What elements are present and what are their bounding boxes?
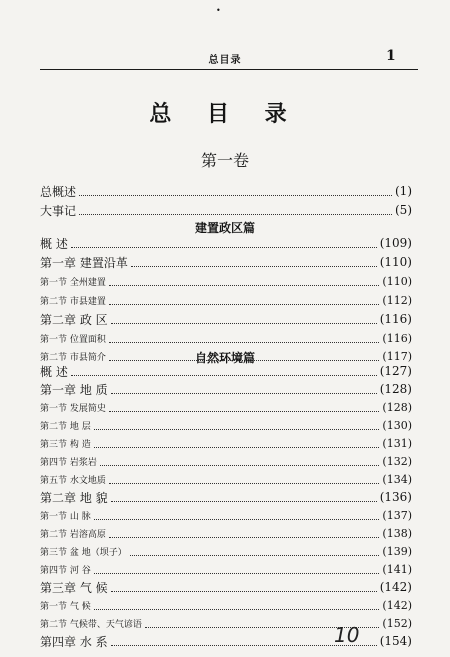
toc-label: 第四节 河 谷 xyxy=(40,565,91,576)
toc-label: 概 述 xyxy=(40,364,68,379)
handwritten-number: 10 xyxy=(334,623,360,647)
leader-dots xyxy=(111,493,377,502)
leader-dots xyxy=(109,403,380,412)
toc-page-ref: (137) xyxy=(382,508,412,522)
page-number: 1 xyxy=(386,48,396,64)
toc-label: 第二章 地 貌 xyxy=(40,490,108,505)
toc-label: 大事记 xyxy=(40,203,77,218)
leader-dots xyxy=(131,258,377,267)
toc-entry xyxy=(40,452,412,470)
toc-entry xyxy=(40,524,412,542)
toc-page-ref: (128) xyxy=(382,400,412,414)
toc-entry xyxy=(40,182,412,200)
toc-label: 第二节 地 层 xyxy=(40,421,91,432)
leader-dots xyxy=(109,277,380,286)
toc-page-ref: (154) xyxy=(379,634,412,648)
toc-label: 第一节 发展简史 xyxy=(40,403,106,414)
toc-page-ref: (109) xyxy=(379,236,412,250)
leader-dots xyxy=(79,187,392,196)
toc-page-ref: (142) xyxy=(382,598,412,612)
scan-mark: • xyxy=(216,6,221,15)
leader-dots xyxy=(71,239,377,248)
leader-dots xyxy=(111,583,377,592)
leader-dots xyxy=(130,547,380,556)
header-rule xyxy=(40,69,418,70)
leader-dots xyxy=(109,334,380,343)
toc-entry xyxy=(40,542,412,560)
toc-label: 第三节 构 造 xyxy=(40,439,91,450)
leader-dots xyxy=(94,421,380,430)
toc-label: 第一节 气 候 xyxy=(40,601,91,612)
toc-entry xyxy=(40,380,412,398)
toc-page-ref: (128) xyxy=(379,382,412,396)
toc-entry xyxy=(40,291,412,309)
leader-dots xyxy=(111,315,377,324)
toc-page-ref: (112) xyxy=(382,293,412,307)
leader-dots xyxy=(100,457,380,466)
toc-label: 第二节 市县简介 xyxy=(40,352,106,363)
running-title: 总目录 xyxy=(208,55,242,66)
toc-page-ref: (136) xyxy=(379,490,412,504)
toc-label: 第二节 岩溶高原 xyxy=(40,529,106,540)
toc-page-ref: (152) xyxy=(382,616,412,630)
toc-page-ref: (116) xyxy=(379,312,412,326)
toc-label: 第一节 位置面积 xyxy=(40,334,106,345)
toc-label: 第四节 岩浆岩 xyxy=(40,457,97,468)
toc-page-ref: (141) xyxy=(382,562,412,576)
toc-page-ref: (142) xyxy=(379,580,412,594)
leader-dots xyxy=(71,367,377,376)
toc-page-ref: (139) xyxy=(382,544,412,558)
toc-entry xyxy=(40,253,412,271)
toc-label: 第二章 政 区 xyxy=(40,312,108,327)
toc-page-ref: (131) xyxy=(382,436,412,450)
toc-page-ref: (117) xyxy=(382,349,412,363)
toc-label: 第五节 水文地质 xyxy=(40,475,106,486)
toc-page-ref: (127) xyxy=(379,364,412,378)
leader-dots xyxy=(94,565,380,574)
toc-page-ref: (134) xyxy=(382,472,412,486)
section-heading-nature: 自然环境篇 xyxy=(194,351,255,365)
toc-page-ref: (1) xyxy=(395,184,412,198)
leader-dots xyxy=(109,475,380,484)
toc-entry xyxy=(40,560,412,578)
toc-label: 总概述 xyxy=(40,184,77,199)
toc-label: 第一章 地 质 xyxy=(40,382,108,397)
toc-label: 第四章 水 系 xyxy=(40,634,108,649)
toc-page-ref: (132) xyxy=(382,454,412,468)
toc-entry xyxy=(40,470,412,488)
leader-dots xyxy=(79,206,392,215)
toc-page-ref: (138) xyxy=(382,526,412,540)
toc-page-ref: (130) xyxy=(382,418,412,432)
toc-entry xyxy=(40,416,412,434)
toc-entry xyxy=(40,362,412,380)
leader-dots xyxy=(111,385,377,394)
toc-entry xyxy=(40,234,412,252)
toc-entry xyxy=(40,506,412,524)
toc-entry xyxy=(40,434,412,452)
toc-entry xyxy=(40,310,412,328)
toc-entry xyxy=(40,578,412,596)
toc-entry xyxy=(40,398,412,416)
toc-entry xyxy=(40,596,412,614)
leader-dots xyxy=(109,296,380,305)
toc-entry xyxy=(40,329,412,347)
toc-label: 概 述 xyxy=(40,236,68,251)
section-heading: 建置政区篇 xyxy=(194,221,255,235)
toc-label: 第三节 盆 地（坝子） xyxy=(40,547,127,558)
toc-label: 第一章 建置沿革 xyxy=(40,255,128,270)
leader-dots xyxy=(109,529,380,538)
toc-page-ref: (5) xyxy=(395,203,412,217)
toc-entry xyxy=(40,201,412,219)
toc-label: 第二节 市县建置 xyxy=(40,296,106,307)
toc-page-ref: (110) xyxy=(382,274,412,288)
toc-label: 第一节 山 脉 xyxy=(40,511,91,522)
toc-page-ref: (110) xyxy=(379,255,412,269)
leader-dots xyxy=(94,439,380,448)
toc-label: 第一节 全州建置 xyxy=(40,277,106,288)
volume-title: 第一卷 xyxy=(200,151,249,170)
main-title: 总 目 录 xyxy=(149,102,301,127)
toc-label: 第二节 气候带、天气谚语 xyxy=(40,619,142,630)
toc-entry xyxy=(40,272,412,290)
toc-entry xyxy=(40,488,412,506)
toc-page-ref: (116) xyxy=(382,331,412,345)
toc-label: 第三章 气 候 xyxy=(40,580,108,595)
leader-dots xyxy=(94,511,380,520)
leader-dots xyxy=(94,601,380,610)
